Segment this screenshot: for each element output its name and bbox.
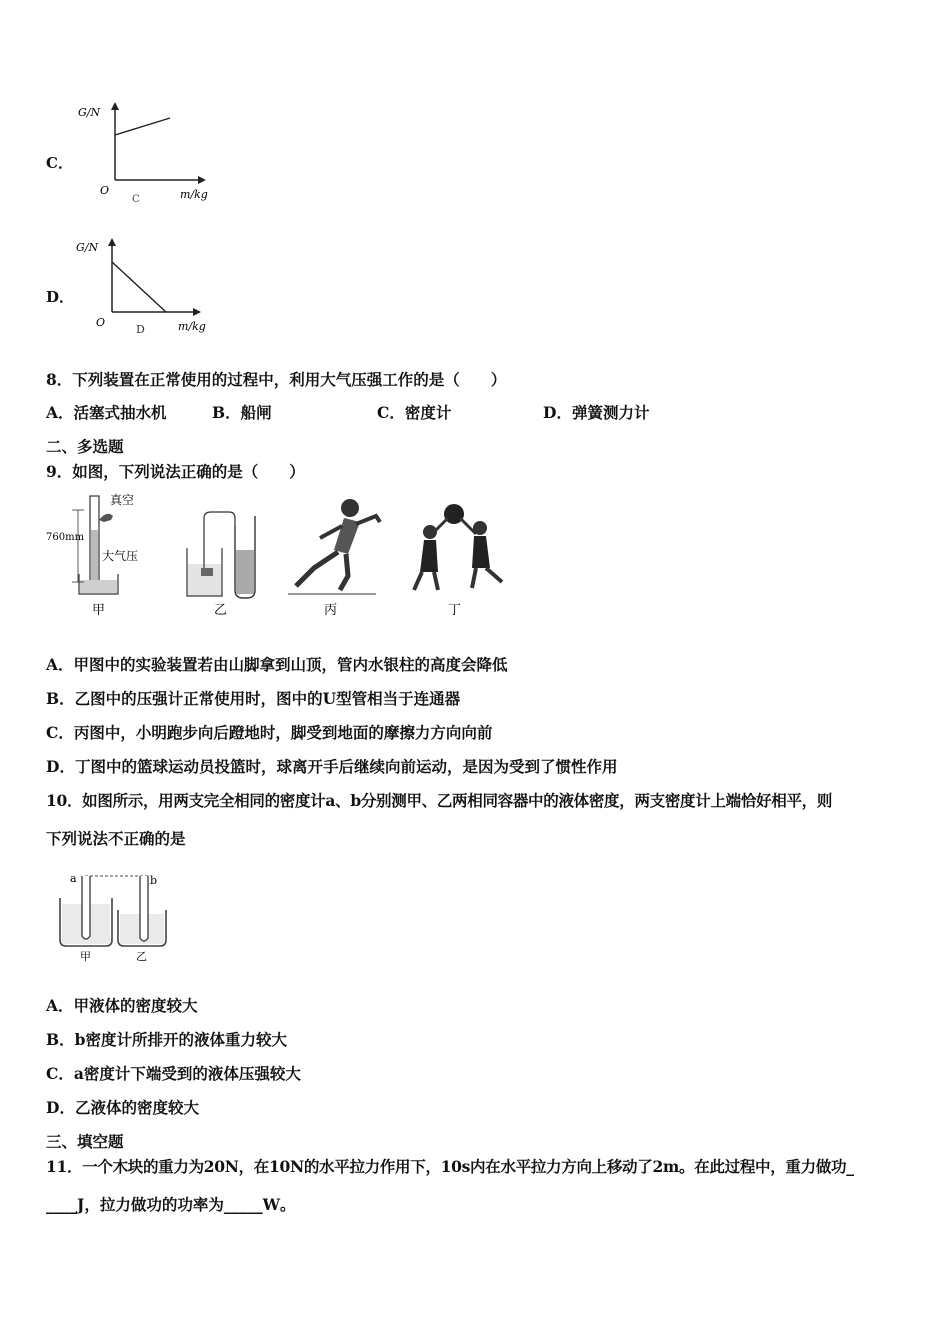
q10-stem-line1: 10．如图所示，用两支完全相同的密度计a、b分别测甲、乙两相同容器中的液体密度，两支密度计上端恰好相平，则 <box>46 791 833 810</box>
graph-c-ylabel: G/N <box>78 106 101 119</box>
graph-c-tag: C <box>132 194 140 205</box>
q7-option-c-label: C． <box>46 154 73 172</box>
graph-c-origin: O <box>100 184 110 197</box>
height-label: 760mm <box>46 532 85 543</box>
q9-option-b: B．乙图中的压强计正常使用时，图中的U型管相当于连通器 <box>46 689 461 708</box>
label-yi: 乙 <box>214 603 228 618</box>
label-jia: 甲 <box>80 950 91 963</box>
graph-d-ylabel: G/N <box>76 241 99 254</box>
figure-bing-runner <box>288 499 380 618</box>
q10-option-d: D．乙液体的密度较大 <box>46 1098 199 1117</box>
runner-head <box>341 499 359 517</box>
q9-option-c: C．丙图中，小明跑步向后蹬地时，脚受到地面的摩擦力方向向前 <box>46 723 493 742</box>
gauge-tube <box>204 512 235 568</box>
q10-figure <box>52 868 182 963</box>
graph-c-y-arrow <box>111 102 119 110</box>
graph-c-xlabel: m/kg <box>180 188 208 201</box>
q10-stem-line2: 下列说法不正确的是 <box>46 829 186 848</box>
graph-d-x-arrow <box>193 308 201 316</box>
mercury-column <box>91 530 98 586</box>
q8-option-b: B．船闸 <box>212 403 272 422</box>
q10-option-b: B．b密度计所排开的液体重力较大 <box>46 1030 287 1049</box>
hydrometer-a <box>82 876 90 939</box>
q8-option-c: C．密度计 <box>377 403 452 422</box>
graph-d-tag: D <box>136 323 145 336</box>
label-b: b <box>150 874 158 887</box>
label-ding: 丁 <box>448 603 462 618</box>
graph-d-origin: O <box>96 316 106 329</box>
figure-ding-basketball <box>414 504 502 618</box>
q9-option-a: A．甲图中的实验装置若由山脚拿到山顶，管内水银柱的高度会降低 <box>46 655 508 674</box>
section-fill-in-heading: 三、填空题 <box>46 1132 124 1151</box>
figure-jia-torricelli <box>46 492 138 618</box>
label-bing: 丙 <box>324 603 338 618</box>
section-multiple-choice-heading: 二、多选题 <box>46 437 124 456</box>
q8-option-a: A．活塞式抽水机 <box>46 403 167 422</box>
graph-c <box>70 100 230 205</box>
label-yi: 乙 <box>136 950 147 963</box>
q10-option-a: A．甲液体的密度较大 <box>46 996 198 1015</box>
gauge-probe <box>201 568 213 576</box>
graph-c-x-arrow <box>198 176 206 184</box>
figure-yi-pressure-gauge <box>187 512 255 618</box>
u-tube-liquid <box>236 550 254 594</box>
q8-option-d: D．弹簧测力计 <box>543 403 650 422</box>
graph-d-line <box>112 262 166 312</box>
q9-stem: 9．如图，下列说法正确的是（ ） <box>46 462 305 481</box>
q11-line1: 11．一个木块的重力为20N，在10N的水平拉力作用下，10s内在水平拉力方向上移动了2m。在此过程中，重力做功_ <box>46 1157 854 1176</box>
hand-icon <box>99 514 113 522</box>
q9-option-d: D．丁图中的篮球运动员投篮时，球离开手后继续向前运动，是因为受到了惯性作用 <box>46 757 618 776</box>
atm-label: 大气压 <box>102 549 139 563</box>
graph-d <box>70 236 230 341</box>
graph-c-line <box>115 118 170 135</box>
q11-line2: ____J，拉力做功的功率为_____W。 <box>46 1195 296 1214</box>
mercury-dish-liquid <box>80 580 117 593</box>
graph-d-y-arrow <box>108 238 116 246</box>
hydrometer-b <box>140 876 148 941</box>
label-jia: 甲 <box>92 603 106 618</box>
vacuum-label: 真空 <box>110 493 135 507</box>
label-a: a <box>70 872 77 885</box>
graph-d-xlabel: m/kg <box>178 320 206 333</box>
q10-option-c: C．a密度计下端受到的液体压强较大 <box>46 1064 301 1083</box>
q7-option-d-label: D． <box>46 288 75 306</box>
q8-stem: 8．下列装置在正常使用的过程中，利用大气压强工作的是（ ） <box>46 370 507 389</box>
q9-figure <box>44 490 524 625</box>
